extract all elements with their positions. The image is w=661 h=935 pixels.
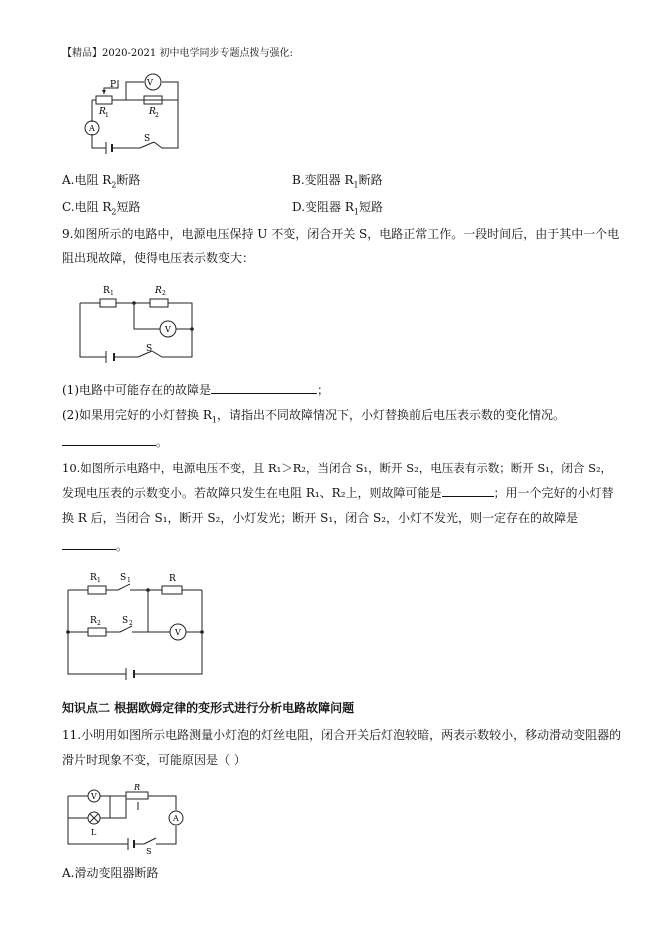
q8-option-d[interactable]: D.变阻器 $R_1$短路 bbox=[292, 200, 383, 217]
page-header: 【精品】2020-2021 初中电学同步专题点拨与强化: bbox=[62, 48, 293, 59]
q11-label-a: A bbox=[173, 814, 179, 823]
q10-label-r: R bbox=[169, 574, 176, 584]
q10-resistor-r2 bbox=[88, 628, 106, 636]
section-heading: 知识点二 根据欧姆定律的变形式进行分析电路故障问题 bbox=[62, 701, 355, 715]
q11-rheostat bbox=[126, 792, 148, 799]
q9-label-r2-sub: 2 bbox=[162, 290, 166, 297]
q11-circuit-diagram bbox=[68, 782, 188, 854]
q10-label-v: V bbox=[175, 628, 181, 637]
q9-resistor-r2 bbox=[150, 299, 168, 307]
q8-label-r1: R bbox=[99, 107, 106, 117]
q8-option-c[interactable]: C.电阻 $R_2$短路 bbox=[62, 200, 141, 217]
q10-answer-blank-2[interactable] bbox=[62, 537, 116, 550]
q8-circuit-diagram bbox=[78, 78, 188, 156]
q11-label-r: R bbox=[134, 783, 141, 792]
q10-label-r2-sub: 2 bbox=[97, 620, 101, 627]
q10-answer-blank-1[interactable] bbox=[442, 484, 494, 497]
q9-answer-blank-2[interactable] bbox=[62, 433, 156, 446]
q10-label-s1: S bbox=[120, 573, 127, 583]
q9-label-v: V bbox=[165, 325, 171, 334]
q10-label-s2: S bbox=[122, 616, 129, 626]
q11-stem-line1: 11.小明用如图所示电路测量小灯泡的灯丝电阻，闭合开关后灯泡较暗，两表示数较小，移动滑动变阻器的 bbox=[62, 728, 622, 742]
q8-label-v: V bbox=[147, 78, 153, 87]
q10-stem-line3: 换 R 后，当闭合 S₁，断开 S₂，小灯发光；断开 S₁，闭合 S₂，小灯不发光，则一定存在的故障是 bbox=[62, 511, 579, 525]
q10-stem-line4: 。 bbox=[62, 537, 128, 554]
q10-label-r2: R bbox=[90, 616, 97, 626]
q11-label-v: V bbox=[91, 792, 97, 801]
q9-stem-line1: 9.如图所示的电路中，电源电压保持 U 不变，闭合开关 S，电路正常工作。一段时间后，由于其中一个电 bbox=[62, 227, 620, 241]
q10-label-s1-sub: 1 bbox=[127, 577, 131, 584]
q9-label-r1-sub: 1 bbox=[110, 290, 114, 297]
q9-answer-blank-1[interactable] bbox=[211, 381, 317, 394]
q11-label-s: S bbox=[146, 847, 152, 856]
q10-stem-line1: 10.如图所示电路中，电源电压不变，且 R₁＞R₂，当闭合 S₁，断开 S₂，电压表有示数；断开 S₁，闭合 S₂， bbox=[62, 461, 613, 475]
q10-stem-line2: 发现电压表的示数变小。若故障只发生在电阻 R₁、R₂上，则故障可能是 ；用一个完好的小灯替 bbox=[62, 486, 614, 500]
q9-resistor-r1 bbox=[100, 299, 116, 307]
q11-stem-line2: 滑片时现象不变，可能原因是（ ） bbox=[62, 753, 246, 767]
q9-sub2: (2)如果用完好的小灯替换 $R_1$，请指出不同故障情况下，小灯替换前后电压表示数的变化情况。 bbox=[62, 408, 565, 425]
q8-rheostat-r1 bbox=[96, 96, 112, 104]
q8-label-r2-sub: 2 bbox=[155, 112, 159, 119]
q8-label-a: A bbox=[89, 124, 95, 133]
q9-label-r1: R bbox=[103, 286, 110, 296]
q10-resistor-r bbox=[162, 586, 182, 594]
q10-circuit-diagram bbox=[68, 570, 218, 680]
q8-option-a[interactable]: A.电阻 $R_2$断路 bbox=[62, 173, 141, 190]
q11-option-a[interactable]: A.滑动变阻器断路 bbox=[62, 866, 159, 880]
q9-sub2-answer: 。 bbox=[62, 433, 168, 450]
q10-label-r1: R bbox=[90, 573, 97, 583]
q8-label-s: S bbox=[144, 134, 151, 144]
q9-stem-line2: 阻出现故障，使得电压表示数变大： bbox=[62, 251, 255, 265]
q9-label-r2: R bbox=[155, 286, 162, 296]
q10-label-r1-sub: 1 bbox=[97, 577, 101, 584]
q11-label-l: L bbox=[91, 828, 97, 837]
q9-label-s: S bbox=[146, 344, 153, 354]
q9-sub1: (1)电路中可能存在的故障是 ； bbox=[62, 383, 330, 397]
q10-label-s2-sub: 2 bbox=[129, 620, 133, 627]
q10-resistor-r1 bbox=[88, 586, 106, 594]
q8-label-r1-sub: 1 bbox=[105, 112, 109, 119]
q8-option-b[interactable]: B.变阻器 $R_1$断路 bbox=[292, 173, 383, 190]
q8-label-p: P bbox=[110, 80, 117, 90]
q8-label-r2: R bbox=[149, 107, 156, 117]
q9-circuit-diagram bbox=[80, 283, 200, 363]
